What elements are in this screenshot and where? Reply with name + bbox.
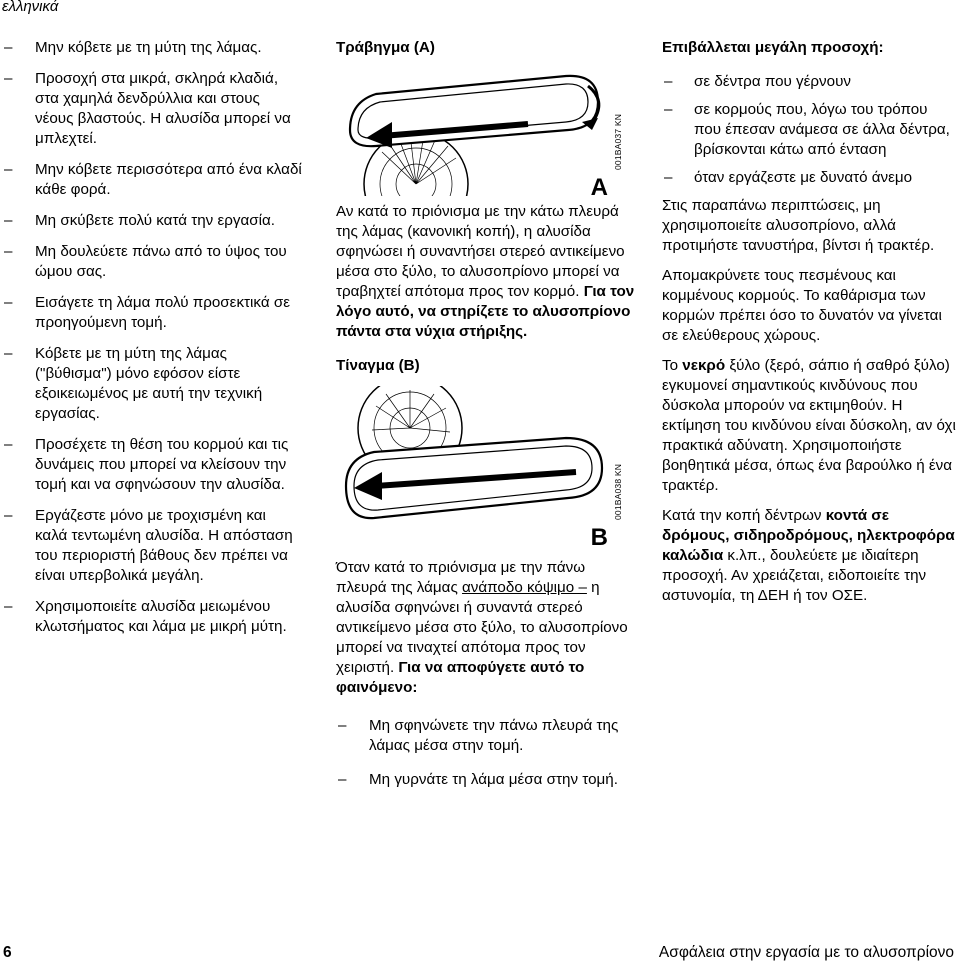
list-item: – Εισάγετε τη λάμα πολύ προσεκτικά σε προηγούμενη τομή. bbox=[4, 294, 290, 331]
column-left bbox=[2, 38, 302, 648]
figure-label-a: A bbox=[590, 174, 608, 201]
list-item: – Μην κόβετε περισσότερα από ένα κλαδί κάθε φορά. bbox=[4, 161, 302, 198]
list-item: – όταν εργάζεστε με δυνατό άνεμο bbox=[664, 169, 913, 186]
list-item: – Μην κόβετε με τη μύτη της λάμας. bbox=[4, 39, 262, 56]
figure-kickback bbox=[336, 386, 636, 556]
section-heading-kickback: Τίναγμα (B) bbox=[336, 357, 420, 374]
column-middle bbox=[336, 38, 636, 801]
page-number: 6 bbox=[3, 944, 12, 961]
figure-code-b: 001BA038 KN bbox=[612, 463, 623, 521]
paragraph-pull-in: Αν κατά το πριόνισμα με την κάτω πλευρά της λάμας (κανονική κοπή), η αλυσίδα σφηνώσει ή συναντήσει στερεό αντικείμενο μέσα στο ξύλο, το αλυσοπρίονο μπορεί να τραβηχτεί απότομα προς τον κορμό. Για τον λόγο αυτό, να στηρίζετε το αλυσοπρίονο πάντα στα νύχια στήριξης. bbox=[336, 203, 635, 340]
paragraph-near-roads: Κατά την κοπή δέντρων κοντά σε δρόμους, σιδηροδρόμους, ηλεκτροφόρα καλώδια κ.λπ., δουλεύετε με ιδιαίτερη προσοχή. Αν χρειάζεται, ειδοποιείτε την αστυνομία, τη ΔΕΗ ή τον ΟΣΕ. bbox=[662, 507, 955, 604]
list-item: – σε κορμούς που, λόγω του τρόπου που έπεσαν ανάμεσα σε άλλα δέντρα, βρίσκονται κάτω από ένταση bbox=[664, 101, 950, 158]
column-right bbox=[662, 38, 958, 616]
list-item: – Προσέχετε τη θέση του κορμού και τις δυνάμεις που μπορεί να κλείσουν την τομή και να σφηνώσουν την αλυσίδα. bbox=[4, 436, 289, 493]
list-item: – Εργάζεστε μόνο με τροχισμένη και καλά τεντωμένη αλυσίδα. Η απόσταση του περιοριστή βάθους δεν πρέπει να είναι υπερβολικά μεγάλη. bbox=[4, 507, 293, 584]
paragraph-kickback: Όταν κατά το πριόνισμα με την πάνω πλευρά της λάμας ανάποδο κόψιμο – η αλυσίδα σφηνώνει ή συναντά στερεό αντικείμενο μέσα στο ξύλο, το αλυσοπρίονο μπορεί να τιναχτεί απότομα προς τον χειριστή. Για να αποφύγετε αυτό το φαινόμενο: bbox=[336, 559, 628, 696]
figure-pull-in bbox=[336, 72, 636, 201]
figure-label-b: B bbox=[590, 524, 608, 551]
list-item: – Μη σφηνώνετε την πάνω πλευρά της λάμας μέσα στην τομή. bbox=[338, 717, 619, 754]
section-heading-caution: Επιβάλλεται μεγάλη προσοχή: bbox=[662, 39, 884, 56]
list-item: – Κόβετε με τη μύτη της λάμας ("βύθισμα") μόνο εφόσον είστε εξοικειωμένος με αυτή την τεχνική εργασίας. bbox=[4, 345, 263, 422]
figure-code-a: 001BA037 KN bbox=[612, 113, 623, 171]
paragraph-dead-wood: Το νεκρό ξύλο (ξερό, σάπιο ή σαθρό ξύλο) εγκυμονεί σημαντικούς κινδύνους που δύσκολα μπορούν να εκτιμηθούν. Η εκτίμηση του κινδύνου είναι δύσκολη, αν όχι πρακτικά αδύνατη. Χρησιμοποιήστε βοηθητικά μέσα, όπως ένα βαρούλκο ή ένα τρακτέρ. bbox=[662, 357, 956, 494]
language-header: ελληνικά bbox=[2, 0, 59, 15]
paragraph: Στις παραπάνω περιπτώσεις, μη χρησιμοποιείτε αλυσοπρίονο, αλλά προτιμήστε τανυστήρα, βίντσι ή τρακτέρ. bbox=[662, 197, 935, 254]
list-item: – Μη γυρνάτε τη λάμα μέσα στην τομή. bbox=[338, 771, 618, 788]
list-item: – Προσοχή στα μικρά, σκληρά κλαδιά, στα χαμηλά δενδρύλλια και στους νέους βλαστούς. Η αλυσίδα μπορεί να μπλεχτεί. bbox=[4, 70, 291, 147]
section-heading-pull-in: Τράβηγμα (A) bbox=[336, 39, 435, 56]
list-item: – Χρησιμοποιείτε αλυσίδα μειωμένου κλωτσήματος και λάμα με μικρή μύτη. bbox=[4, 598, 287, 635]
footer-title: Ασφάλεια στην εργασία με το αλυσοπρίονο bbox=[658, 944, 954, 961]
list-item: – Μη σκύβετε πολύ κατά την εργασία. bbox=[4, 212, 276, 229]
paragraph: Απομακρύνετε τους πεσμένους και κομμένους κορμούς. Το καθάρισμα των κορμών πρέπει όσο το δυνατόν να γίνεται σε ελεύθερους χώρους. bbox=[662, 267, 942, 344]
list-item: – Μη δουλεύετε πάνω από το ύψος του ώμου σας. bbox=[4, 243, 287, 280]
list-item: – σε δέντρα που γέρνουν bbox=[664, 73, 851, 90]
